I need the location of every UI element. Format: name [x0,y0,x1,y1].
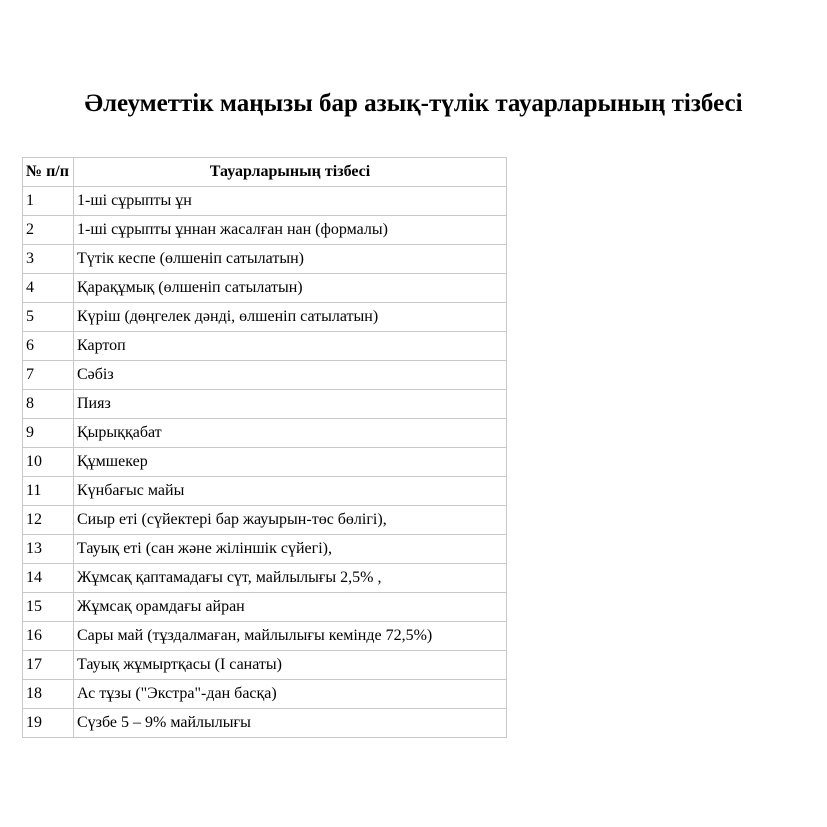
row-product-name: 1-ші сұрыпты ұннан жасалған нан (формалы) [74,216,507,245]
row-product-name: Қырыққабат [74,419,507,448]
table-row [23,303,507,332]
row-number: 2 [23,216,74,245]
row-number: 3 [23,245,74,274]
row-number: 6 [23,332,74,361]
table-row [23,216,507,245]
header-name: Тауарларының тізбесі [74,158,507,187]
row-product-name: 1-ші сұрыпты ұн [74,187,507,216]
table-row [23,477,507,506]
row-product-name: Қарақұмық (өлшеніп сатылатын) [74,274,507,303]
table-row [23,680,507,709]
row-number: 11 [23,477,74,506]
table-row [23,390,507,419]
row-number: 9 [23,419,74,448]
row-product-name: Картоп [74,332,507,361]
row-product-name: Құмшекер [74,448,507,477]
row-product-name: Сары май (тұздалмаған, майлылығы кемінде 72,5%) [74,622,507,651]
row-number: 13 [23,535,74,564]
row-number: 19 [23,709,74,738]
row-number: 17 [23,651,74,680]
row-number: 12 [23,506,74,535]
row-product-name: Пияз [74,390,507,419]
row-number: 14 [23,564,74,593]
row-number: 10 [23,448,74,477]
table-row [23,187,507,216]
row-number: 1 [23,187,74,216]
row-product-name: Күріш (дөңгелек дәнді, өлшеніп сатылатын) [74,303,507,332]
table-row [23,622,507,651]
row-product-name: Түтік кеспе (өлшеніп сатылатын) [74,245,507,274]
table-row [23,245,507,274]
page-title: Әлеуметтік маңызы бар азық-түлік тауарларының тізбесі [84,90,743,117]
row-product-name: Тауық еті (сан және жіліншік сүйегі), [74,535,507,564]
table-row [23,506,507,535]
header-number: № п/п [23,158,74,187]
row-product-name: Күнбағыс майы [74,477,507,506]
table-row [23,332,507,361]
row-product-name: Ас тұзы ("Экстра"-дан басқа) [74,680,507,709]
row-number: 7 [23,361,74,390]
table-row [23,593,507,622]
row-product-name: Тауық жұмыртқасы (I санаты) [74,651,507,680]
row-number: 8 [23,390,74,419]
row-number: 16 [23,622,74,651]
table-row [23,361,507,390]
goods-table [22,157,507,738]
table-row [23,448,507,477]
row-number: 5 [23,303,74,332]
table-row [23,709,507,738]
row-product-name: Сәбіз [74,361,507,390]
table-row [23,535,507,564]
table-header-row [23,158,507,187]
table-row [23,564,507,593]
row-product-name: Жұмсақ қаптамадағы сүт, майлылығы 2,5% , [74,564,507,593]
table-row [23,274,507,303]
row-product-name: Сиыр еті (сүйектері бар жауырын-төс бөлігі), [74,506,507,535]
row-number: 4 [23,274,74,303]
table-body [23,187,507,738]
row-product-name: Жұмсақ орамдағы айран [74,593,507,622]
row-number: 18 [23,680,74,709]
row-number: 15 [23,593,74,622]
table-row [23,651,507,680]
table-row [23,419,507,448]
row-product-name: Сүзбе 5 – 9% майлылығы [74,709,507,738]
